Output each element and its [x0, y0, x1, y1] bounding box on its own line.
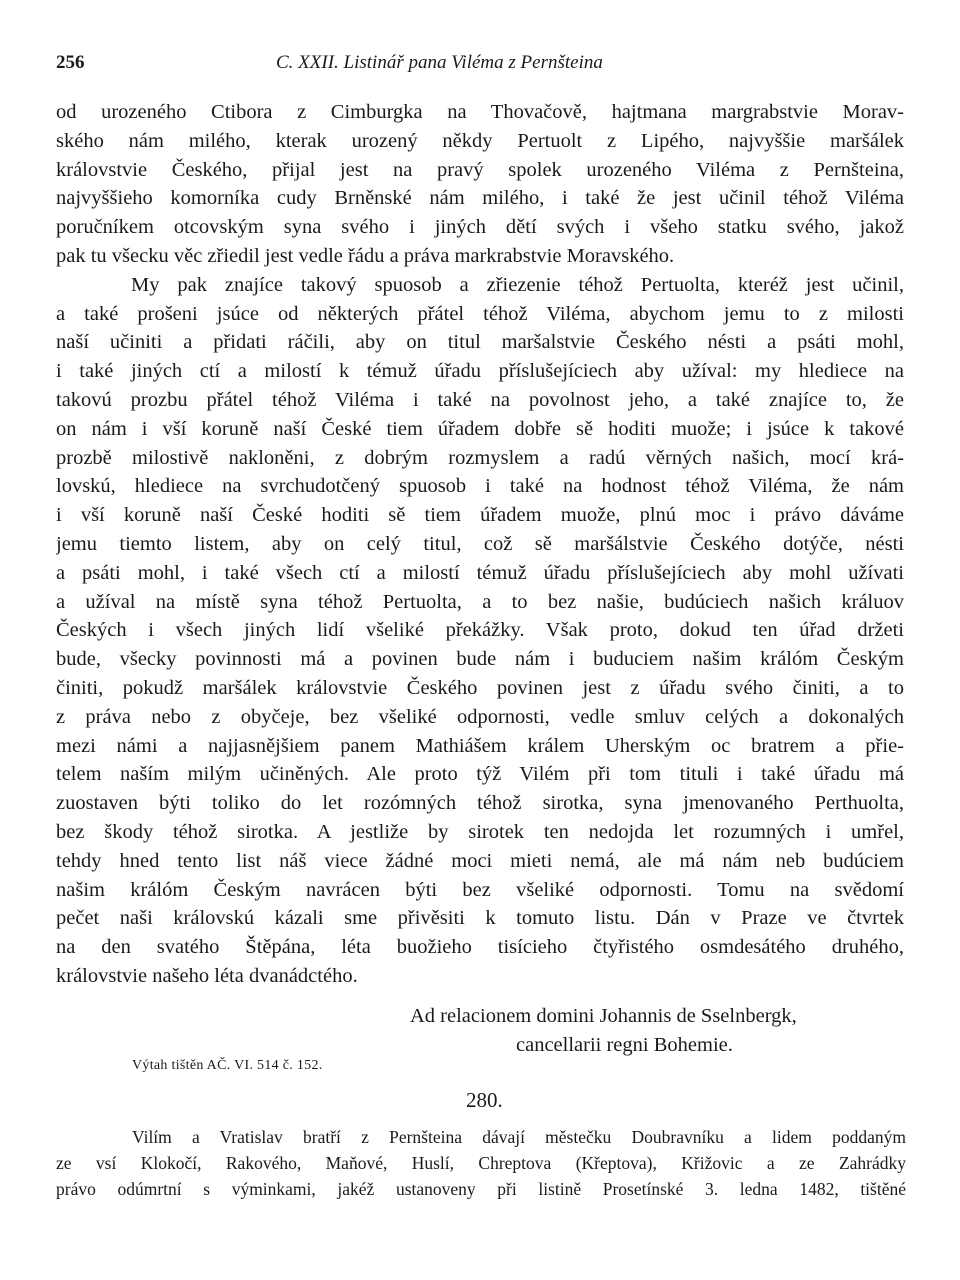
document-number: 280.	[466, 1088, 503, 1112]
text-line: činiti, pokudž maršálek královstvie Českého povinen jest z úřadu svého činiti, a to	[56, 676, 904, 699]
text-line: My pak znajíce takový spuosob a zřiezenie téhož Pertuolta, kteréž jest učinil,	[131, 273, 904, 296]
text-line: královstvie našeho léta dvanádctého.	[56, 964, 358, 987]
text-line: a užíval na místě syna téhož Pertuolta, a to bez našie, budúciech našich králuov	[56, 590, 904, 613]
text-line: z práva nebo z obyčeje, bez všeliké odpornosti, vedle smluv celých a dokonalých	[56, 705, 904, 728]
text-line: ského nám milého, kterak urozený někdy Pertuolt z Lipého, najvyššie maršálek	[56, 129, 904, 152]
text-line: pak tu všecku věc zřiedil jest vedle řádu a práva markrabstvie Moravského.	[56, 244, 675, 267]
summary-line: právo odúmrtní s výminkami, jakéž ustanoveny při listině Prosetínské 3. ledna 1482, tištěné	[56, 1179, 906, 1199]
page-number: 256	[56, 52, 85, 73]
text-line: prozbě milostivě nakloněni, z dobrým rozmyslem a radú věrných našich, mocí krá-	[56, 446, 904, 469]
text-line: tehdy hned tento list náš viece žádné moci mieti nemá, ale má nám neb budúciem	[56, 849, 904, 872]
text-line: od urozeného Ctibora z Cimburgka na Thovačově, hajtmana margrabstvie Morav-	[56, 101, 904, 123]
chancery-note-line: Ad relacionem domini Johannis de Sselnbergk,	[410, 1005, 797, 1027]
text-line: takovú prozbu přátel téhož Viléma i také na povolnost jeho, a také znajíce to, že	[56, 388, 904, 411]
header-title: C. XXII. Listinář pana Viléma z Pernšteina	[276, 52, 603, 73]
text-line: naší učiniti a přidati ráčili, aby on titul maršalstvie Českého nésti a psáti mohl,	[56, 331, 904, 354]
running-head	[56, 52, 904, 82]
text-line: zuostaven býti toliko do let rozómných téhož sirotka, syna jmenovaného Perthuolta,	[56, 792, 904, 815]
text-line: i také jiných ctí a milostí k témuž úřadu příslušejíciech aby užíval: my hlediece na	[56, 360, 904, 383]
text-line: bude, všecky povinnosti má a povinen bude nám i buduciem našim králóm Českým	[56, 648, 904, 671]
text-line: pečet naši královskú kázali sme přivěsiti k tomuto listu. Dán v Praze ve čtvrtek	[56, 907, 904, 930]
text-line: bez škody téhož sirotka. A jestliže by sirotek ten nedojda let rozumných i umřel,	[56, 820, 904, 843]
text-line: jemu tiemto listem, aby on celý titul, což sě maršálstvie Českého dotýče, nésti	[56, 532, 904, 555]
text-line: a také prošeni jsúce od některých přátel téhož Viléma, abychom jemu to z milosti	[56, 302, 904, 325]
text-line: lovskú, hlediece na svrchudotčený spuosob i také na hodnost téhož Viléma, že nám	[56, 475, 904, 498]
summary-line: ze vsí Klokočí, Rakového, Maňové, Huslí, Chreptova (Křeptova), Křižovic a ze Zahrádky	[56, 1153, 906, 1173]
text-line: poručníkem otcovským syna svého i jiných dětí svých i všeho statku svého, jakož	[56, 216, 904, 239]
text-line: královstvie Českého, přijal jest na pravý spolek urozeného Viléma z Pernšteina,	[56, 158, 904, 181]
text-line: najvyššieho komorníka cudy Brněnské nám milého, i také že jest učinil téhož Viléma	[56, 187, 904, 210]
chancery-note-line: cancellarii regni Bohemie.	[516, 1034, 733, 1056]
text-line: on nám i vší koruně naší České tiem úřadem dobře sě hoditi muože; i jsúce k takové	[56, 417, 904, 440]
charter-text	[56, 98, 904, 991]
text-line: telem naším milým učiněných. Ale proto týž Vilém při tom tituli i také úřadu má	[56, 763, 904, 786]
text-line: i vší koruně naší České hoditi sě tiem úřadem muože, plnú moc i právo dáváme	[56, 504, 904, 527]
text-line: mezi námi a najjasnějšiem panem Mathiášem králem Uherským oc bratrem a přie-	[56, 734, 904, 757]
text-line: Českých i všech jiných lidí všeliké překážky. Však proto, dokud ten úřad držeti	[56, 619, 904, 642]
source-note: Výtah tištěn AČ. VI. 514 č. 152.	[132, 1058, 323, 1073]
chancery-note	[410, 1002, 797, 1060]
text-line: a psáti mohl, i také všech ctí a milostí témuž úřadu příslušejíciech aby mohl užívati	[56, 561, 904, 584]
regest-summary	[56, 1124, 906, 1202]
summary-line: Vilím a Vratislav bratří z Pernšteina dávají městečku Doubravníku a lidem poddaným	[132, 1127, 906, 1147]
text-line: na den svatého Štěpána, léta buožieho tisícieho čtyřistého osmdesátého druhého,	[56, 936, 904, 959]
text-line: našim králóm Českým navrácen býti bez všeliké odpornosti. Tomu na svědomí	[56, 878, 904, 901]
